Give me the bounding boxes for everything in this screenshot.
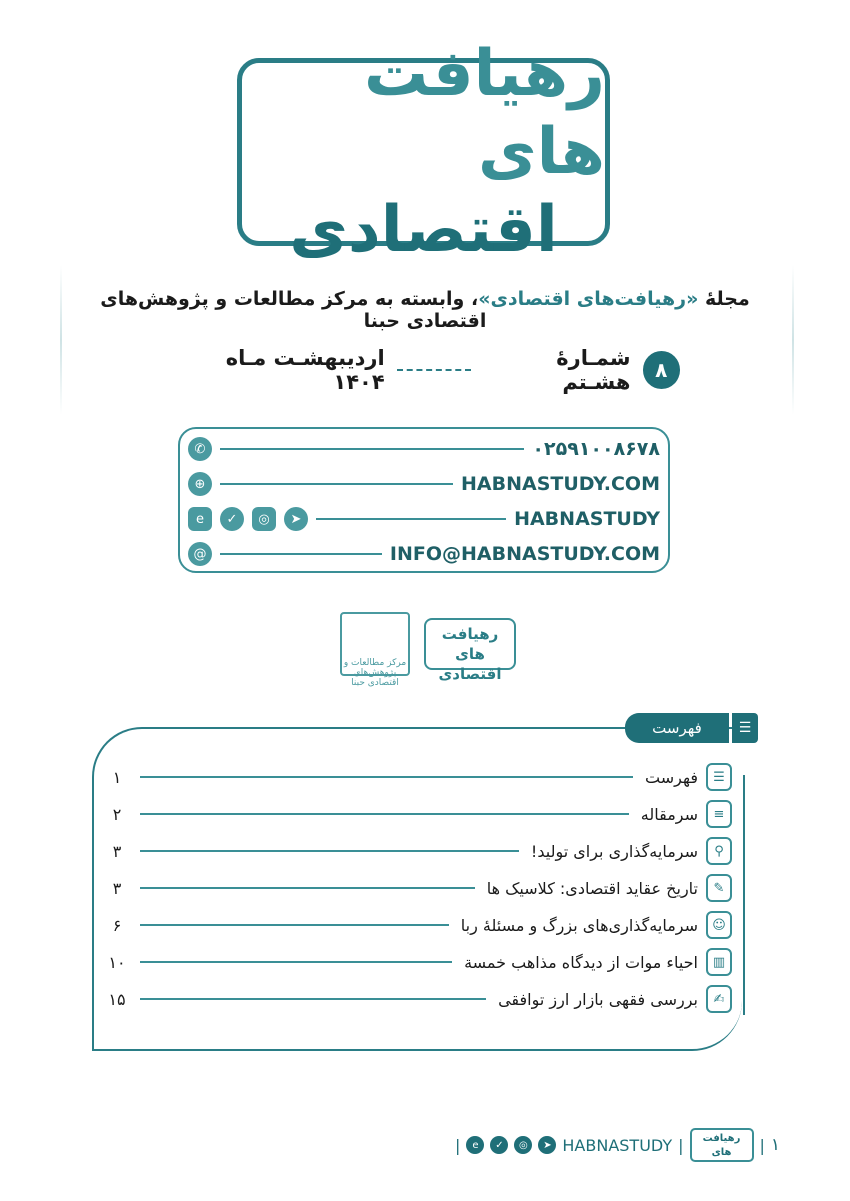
magazine-small-logo: رهیافت های اقتصادی [424,618,516,670]
toc-item-page: ۲ [112,804,122,824]
toc-item-title: فهرست [645,767,698,787]
toc-item-title: سرمایه‌گذاری‌های بزرگ و مسئلهٔ ربا [460,915,698,935]
email-link[interactable]: INFO@HABNASTUDY.COM [389,543,660,565]
magazine-logo: رهیافت های اقتصادی [237,58,610,246]
toc-item[interactable] [106,984,732,1014]
toc-item[interactable] [106,836,732,866]
books-icon: ▥ [706,948,732,976]
at-icon: @ [188,542,212,566]
footer-logo: رهیافت های [690,1128,754,1162]
leader-line [140,813,629,815]
toc-item-page: ۶ [112,915,122,935]
bale-icon: ✓ [490,1136,508,1154]
bale-icon: ✓ [220,507,244,531]
page-number: ۱ [770,1135,781,1155]
profile-book-icon: ☺ [706,911,732,939]
leader-line [140,961,452,963]
website-link[interactable]: HABNASTUDY.COM [461,473,660,495]
toc-tab: فهرست ☰ [625,713,758,743]
eitaa-icon: e [188,507,212,531]
toc-item-page: ۳ [112,878,122,898]
toc-item[interactable] [106,873,732,903]
footer-social-handle: HABNASTUDY [562,1135,673,1155]
scroll-quill-icon: ✎ [706,874,732,902]
research-center-logo: مرکز مطالعات و پژوهش‌های اقتصادی حبنا [340,612,410,676]
leader-line [140,924,449,926]
phone-icon: ✆ [188,437,212,461]
leader-line [140,776,633,778]
toc-item-page: ۱۵ [108,989,126,1009]
pin-icon: ⚲ [706,837,732,865]
telegram-icon: ➤ [538,1136,556,1154]
toc-item-page: ۳ [112,841,122,861]
partner-logos [340,608,520,688]
contact-box [178,427,670,573]
issue-number-badge: ۸ [643,351,681,389]
toc-divider [743,775,745,1015]
leader-line [140,998,486,1000]
leader-line [140,887,475,889]
publisher-line: مجلهٔ «رهیافت‌های اقتصادی»، وابسته به مرکز مطالعات و پژوهش‌های اقتصادی حبنا [100,288,750,332]
issue-info [170,346,680,394]
toc-item[interactable] [106,910,732,940]
leader-line [140,850,519,852]
instagram-icon: ◎ [514,1136,532,1154]
toc-item-page: ۱۰ [108,952,126,972]
telegram-icon: ➤ [284,507,308,531]
social-handle: HABNASTUDY [514,508,660,530]
toc-item-title: احیاء موات از دیدگاه مذاهب خمسة [464,952,698,972]
toc-item-page: ۱ [112,767,122,787]
toc-item-title: بررسی فقهی بازار ارز توافقی [498,989,698,1009]
divider [792,265,794,415]
phone-number: ۰۲۵۹۱۰۰۸۶۷۸ [532,438,660,460]
toc-item[interactable] [106,799,732,829]
list-icon: ☰ [706,763,732,791]
issue-date: اردیبهشـت مـاه ۱۴۰۴ [225,346,385,394]
footer: | e ✓ ◎ ➤ HABNASTUDY | رهیافت های | ۱ [455,1128,785,1162]
issue-label: شمـارهٔ هشـتم [556,346,631,394]
toc-item[interactable] [106,762,732,792]
toc-item-title: تاریخ عقاید اقتصادی: کلاسیک ها [486,878,698,898]
document-icon: ≡ [706,800,732,828]
toc-item[interactable] [106,947,732,977]
eitaa-icon: e [466,1136,484,1154]
toc-item-title: سرمایه‌گذاری برای تولید! [530,841,698,861]
toc-item-title: سرمقاله [640,804,698,824]
list-icon: ☰ [732,713,758,743]
instagram-icon: ◎ [252,507,276,531]
globe-icon: ⊕ [188,472,212,496]
user-edit-icon: ✍ [706,985,732,1013]
dashed-divider [397,369,471,371]
